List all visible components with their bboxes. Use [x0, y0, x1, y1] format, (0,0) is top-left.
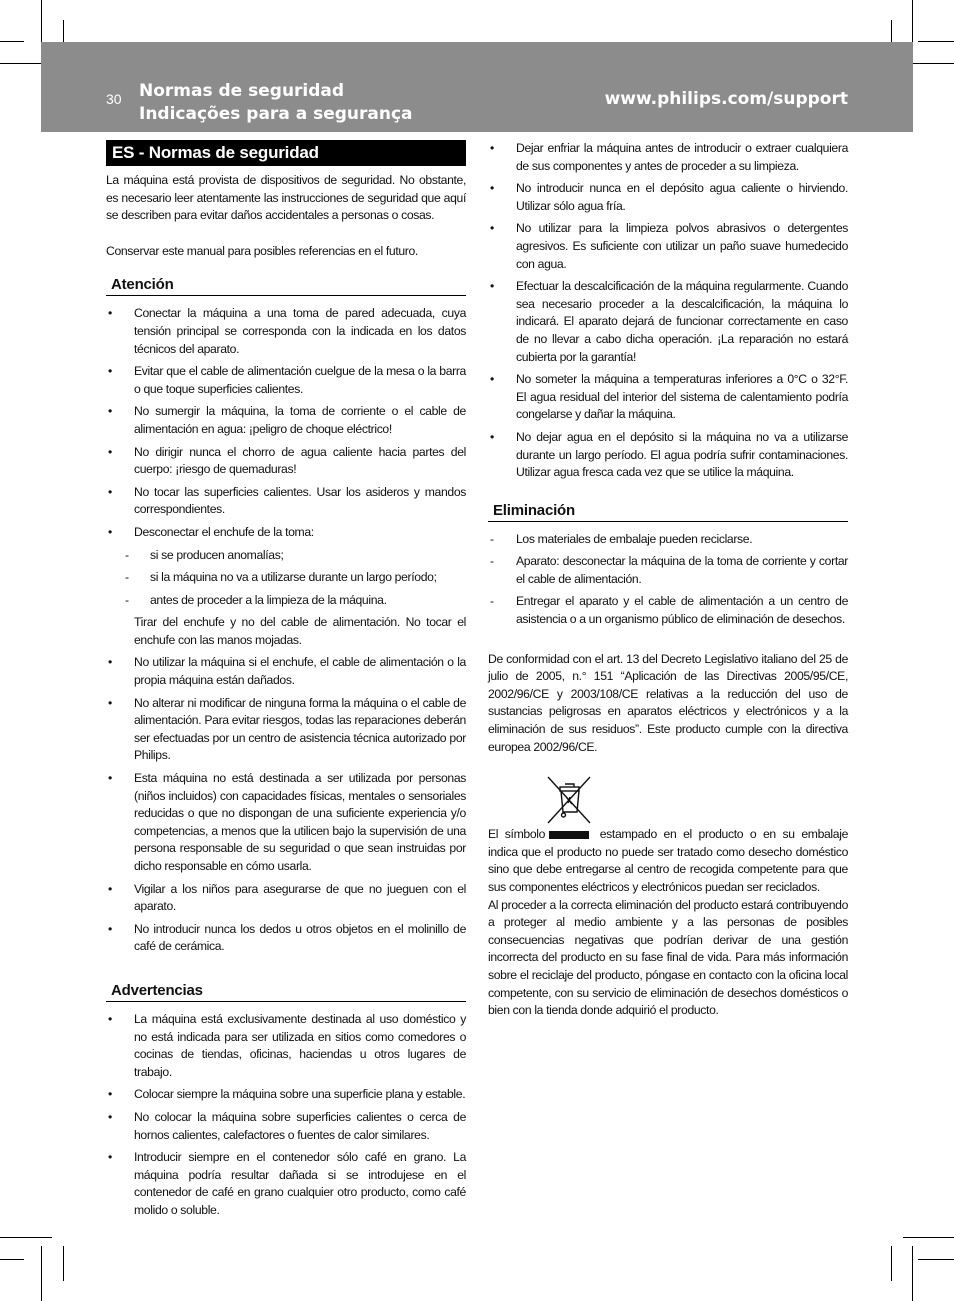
atencion-list: [106, 305, 466, 541]
sub-list-item: - si se producen anomalías;: [125, 547, 284, 562]
section-title: ES - Normas de seguridad: [106, 140, 466, 166]
support-url-link[interactable]: www.philips.com/support: [604, 89, 848, 109]
list-item: • No someter la máquina a temperaturas inferiores a 0°C o 32°F. El agua residual del interior del sistema de calentamiento podría congelarse y dañar la máquina.: [490, 372, 848, 422]
crop-mark: [0, 41, 24, 42]
header-title-pt: Indicações para a segurança: [139, 104, 413, 124]
sub-list-item: - antes de proceder a la limpieza de la máquina.: [125, 592, 387, 607]
crop-mark: [0, 1237, 52, 1238]
list-item: • La máquina está exclusivamente destinada al uso doméstico y no está indicada para ser utilizada en sitios como comedores o cocinas de tiendas, oficinas, haciendas u otros lugares de trabajo.: [108, 1011, 466, 1079]
crop-mark: [918, 41, 954, 42]
simbolo-paragraph: El símbolo estampado en el producto o en su embalaje indica que el producto no puede ser tratado como desecho doméstico sino que debe entregarse al centro de recogida competente para que sus componentes eléctricos y electrónicos puedan ser reciclados.: [488, 827, 848, 894]
list-item: • No utilizar para la limpieza polvos abrasivos o detergentes agresivos. Es suficiente con utilizar un paño suave humedecido con agua.: [490, 221, 848, 271]
right-column: [488, 140, 848, 1020]
conformidad-paragraph: De conformidad con el art. 13 del Decreto Legislativo italiano del 25 de julio de 2005, n.° 151 “Aplicación de las Directivas 2005/95/CE, 2002/96/CE y 2003/108/CE relativas a la reducción del uso de sustancias peligrosas en aparatos eléctricos y electrónicos y a la eliminación de sus residuos”. Este producto cumple con la directiva europea 2002/96/CE.: [488, 651, 848, 754]
list-item: • No introducir nunca los dedos u otros objetos en el molinillo de café de cerámica.: [108, 921, 466, 954]
atencion-heading: Atención: [106, 276, 466, 296]
list-item: - Entregar el aparato y el cable de alimentación a un centro de asistencia o a un organismo público de eliminación de desechos.: [490, 594, 848, 627]
intro-paragraph: La máquina está provista de dispositivos de seguridad. No obstante, es necesario leer atentamente las instrucciones de seguridad que aquí se describen para evitar daños accidentales a personas o cosas.: [106, 173, 466, 223]
list-item: • No colocar la máquina sobre superficies calientes o cerca de hornos calientes, calefactores o fuentes de calor similares.: [108, 1109, 466, 1142]
list-item: • Esta máquina no está destinada a ser utilizada por personas (niños incluidos) con capacidades físicas, mentales o sensoriales reducidas o que no dispongan de una suficiente experiencia y/o competencias, a menos que la utilicen bajo la supervisión de una persona responsable de su seguridad o que sean instruidas por dicho responsable en cómo usarla.: [108, 771, 466, 873]
list-item: • Efectuar la descalcificación de la máquina regularmente. Cuando sea necesario proceder a la descalcificación, la máquina lo indicará. El aparato dejará de funcionar correctamente en caso de no llevar a cabo dicha operación. ¡La reparación no estará cubierta por la garantía!: [490, 279, 848, 364]
advertencias-heading: Advertencias: [106, 982, 466, 1002]
tirar-note: Tirar del enchufe y no del cable de alimentación. No tocar el enchufe con las manos mojadas.: [134, 615, 466, 647]
symbol-bar-icon: [549, 831, 589, 839]
list-item: - Los materiales de embalaje pueden reciclarse.: [490, 531, 753, 546]
crop-mark: [891, 1246, 892, 1281]
list-item: • Colocar siempre la máquina sobre una superficie plana y estable.: [108, 1087, 466, 1102]
sub-list-item: - si la máquina no va a utilizarse durante un largo período;: [125, 570, 437, 585]
crop-mark: [63, 1246, 64, 1281]
crop-mark: [918, 1259, 954, 1260]
list-item: - Aparato: desconectar la máquina de la toma de corriente y cortar el cable de alimentación.: [490, 554, 848, 586]
page-header: [41, 42, 913, 132]
list-item: • No introducir nunca en el depósito agua caliente o hirviendo. Utilizar sólo agua fría.: [490, 181, 848, 213]
list-item: • No dejar agua en el depósito si la máquina no va a utilizarse durante un largo período. El agua podría sufrir contaminaciones. Utilizar agua fresca cada vez que se utilice la máquina.: [490, 429, 848, 480]
list-item: • No tocar las superficies calientes. Usar los asideros y mandos correspondientes.: [108, 484, 466, 517]
list-item: • No utilizar la máquina si el enchufe, el cable de alimentación o la propia máquina están dañados.: [108, 655, 466, 688]
header-title-es: Normas de seguridad: [139, 81, 345, 101]
advertencias-list-continued: [488, 140, 848, 482]
crossed-out-wheelie-bin-icon: [544, 774, 594, 826]
list-item: • Desconectar el enchufe de la toma:: [108, 524, 314, 539]
atencion-list-continued: [106, 654, 466, 956]
eliminacion-heading: Eliminación: [488, 502, 848, 522]
desconectar-sublist: [106, 547, 466, 610]
left-column: [106, 140, 466, 1225]
crop-mark: [912, 1246, 913, 1301]
list-item: • No alterar ni modificar de ninguna forma la máquina o el cable de alimentación. Para evitar riesgos, todas las reparaciones deberán ser efectuadas por un centro de asistencia técnica autorizado por Philips.: [108, 695, 466, 763]
keep-manual-note: Conservar este manual para posibles referencias en el futuro.: [106, 243, 418, 258]
list-item: • Evitar que el cable de alimentación cuelgue de la mesa o la barra o que toque superficies calientes.: [108, 364, 466, 396]
al-proceder-paragraph: Al proceder a la correcta eliminación del producto estará contribuyendo a proteger al medio ambiente y a las personas de posibles consecuencias negativas que podrían derivar de una gestión incorrecta del producto en su fase final de vida. Para más información sobre el reciclaje del producto, póngase en contacto con la oficina local competente, con su servicio de eliminación de desechos domésticos o bien con la tienda donde adquirió el producto.: [488, 897, 848, 1018]
crop-mark: [0, 1259, 24, 1260]
list-item: • Introducir siempre en el contenedor sólo café en grano. La máquina podría resultar dañada si se introdujese en el contenedor de café en grano cualquier otro producto, como café molido o soluble.: [108, 1150, 466, 1217]
list-item: • Vigilar a los niños para asegurarse de que no jueguen con el aparato.: [108, 881, 466, 914]
list-item: • No sumergir la máquina, la toma de corriente o el cable de alimentación en agua: ¡peligro de choque eléctrico!: [108, 404, 466, 436]
list-item: • Conectar la máquina a una toma de pared adecuada, cuya tensión principal se corresponda con la indicada en los datos técnicos del aparato.: [108, 306, 466, 356]
eliminacion-list: [488, 531, 848, 629]
crop-mark: [41, 1246, 42, 1301]
advertencias-list: [106, 1011, 466, 1220]
page-number: 30: [106, 91, 122, 107]
crop-mark: [903, 1237, 954, 1238]
list-item: • No dirigir nunca el chorro de agua caliente hacia partes del cuerpo: ¡riesgo de quemaduras!: [108, 444, 466, 477]
list-item: • Dejar enfriar la máquina antes de introducir o extraer cualquiera de sus componentes y antes de proceder a su limpieza.: [490, 141, 848, 173]
